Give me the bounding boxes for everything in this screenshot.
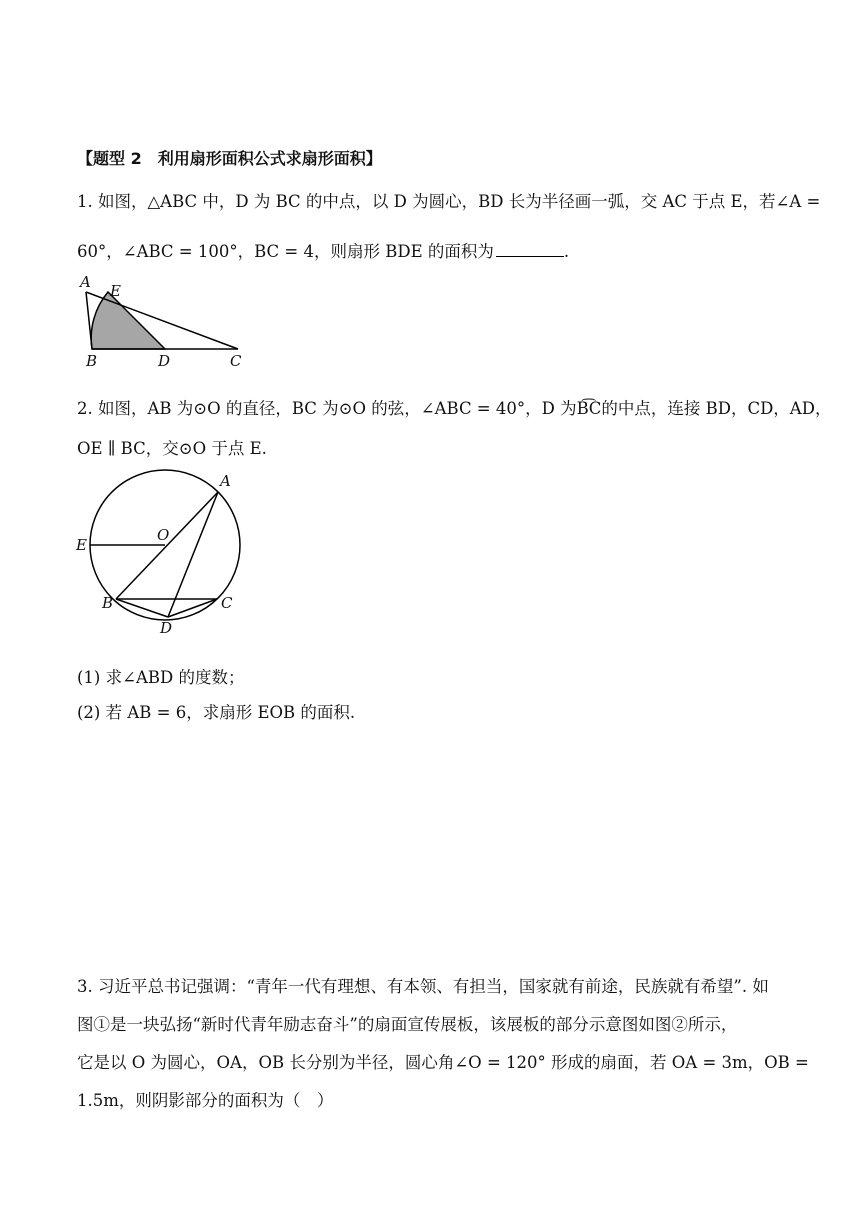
answer-blank <box>496 242 564 257</box>
q1-triangle-figure <box>72 272 252 372</box>
q2-line1: 2. 如图，AB 为⊙O 的直径，BC 为⊙O 的弦，∠ABC = 40°，D 为B͡C的中点，连接 BD，CD，AD， <box>77 399 832 418</box>
q1-line2 <box>77 238 569 262</box>
q1-label-c: C <box>230 352 242 370</box>
q2-label-o: O <box>157 526 170 544</box>
q1-line2-end: . <box>563 242 570 261</box>
q1-line2-text: 60°，∠ABC = 100°，BC = 4，则扇形 BDE 的面积为 <box>77 242 494 261</box>
q2-line2: OE ∥ BC，交⊙O 于点 E. <box>77 439 267 458</box>
q2-label-b: B <box>102 594 114 612</box>
q1-label-a: A <box>80 273 91 291</box>
q2-label-a: A <box>220 472 231 490</box>
q2-circle-figure <box>72 462 252 642</box>
q2-label-e: E <box>76 536 87 554</box>
q1-line1: 1. 如图，△ABC 中，D 为 BC 的中点，以 D 为圆心，BD 长为半径画一弧，交 AC 于点 E，若∠A = <box>77 192 821 211</box>
q2-sub1: (1) 求∠ABD 的度数； <box>77 668 245 687</box>
q2-label-c: C <box>221 594 233 612</box>
q1-label-b: B <box>86 352 98 370</box>
q1-label-d: D <box>158 352 171 370</box>
q2-sub2: (2) 若 AB = 6，求扇形 EOB 的面积. <box>77 703 356 722</box>
q3-line1: 3. 习近平总书记强调：“青年一代有理想、有本领、有担当，国家就有前途，民族就有希望”. 如 <box>77 977 769 996</box>
q3-line2: 图①是一块弘扬“新时代青年励志奋斗”的扇面宣传展板，该展板的部分示意图如图②所示， <box>77 1015 738 1034</box>
section-title: 【题型 2 利用扇形面积公式求扇形面积】 <box>77 149 382 168</box>
q1-label-e: E <box>110 282 121 300</box>
q3-line3: 它是以 O 为圆心，OA，OB 长分别为半径，圆心角∠O = 120° 形成的扇面，若 OA = 3m，OB = <box>77 1053 809 1072</box>
q3-line4: 1.5m，则阴影部分的面积为（ ） <box>77 1091 334 1110</box>
q2-label-d: D <box>160 619 173 637</box>
